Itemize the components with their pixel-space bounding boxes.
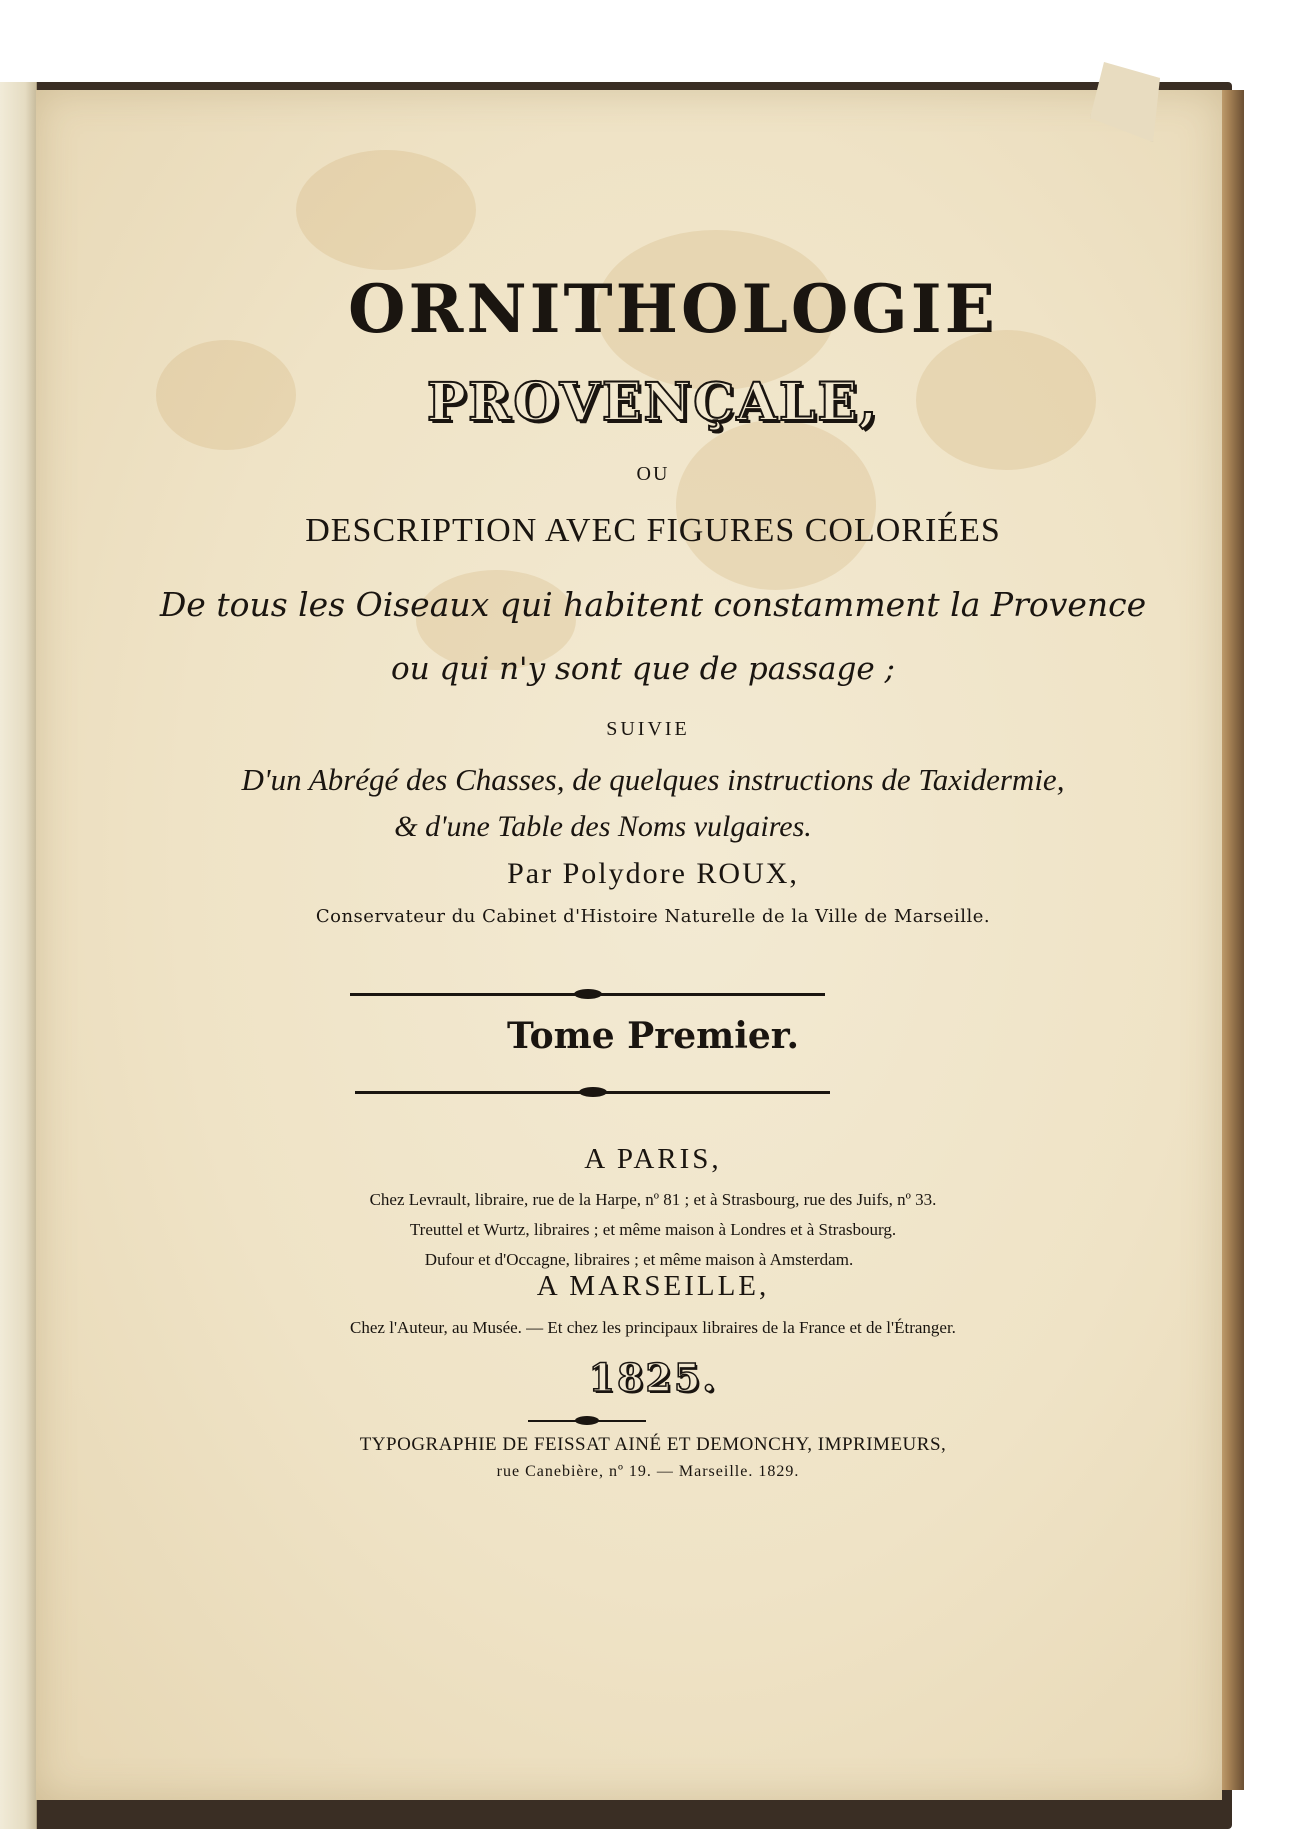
imprint-place-paris: A PARIS, — [584, 1143, 722, 1175]
title-line-2: PROVENÇALE, — [426, 372, 880, 433]
imprint-address-2: Treuttel et Wurtz, libraires ; et même maison à Londres et à Strasbourg. — [409, 1220, 897, 1239]
imprint-address-4: Chez l'Auteur, au Musée. — Et chez les principaux libraires de la France et de l'Étranger. — [350, 1318, 956, 1337]
description-line: DESCRIPTION AVEC FIGURES COLORIÉES — [305, 512, 1001, 549]
rule-ornament — [574, 989, 602, 999]
imprint-address-1: Chez Levrault, libraire, rue de la Harpe, nº 81 ; et à Strasbourg, rue des Juifs, nº 33. — [369, 1190, 937, 1209]
appendix-line-2: & d'une Table des Noms vulgaires. — [394, 810, 812, 843]
imprint-place-marseille: A MARSEILLE, — [536, 1270, 770, 1302]
volume-label: Tome Premier. — [506, 1015, 799, 1057]
foxing-stain — [296, 150, 476, 270]
publication-year: 1825. — [588, 1355, 718, 1400]
author-title: Conservateur du Cabinet d'Histoire Naturelle de la Ville de Marseille. — [315, 906, 991, 927]
rule-ornament — [575, 1416, 599, 1425]
subject-line-2: ou qui n'y sont que de passage ; — [391, 651, 895, 687]
suivie-label: SUIVIE — [606, 718, 690, 740]
imprint-address-3: Dufour et d'Occagne, libraires ; et même maison à Amsterdam. — [424, 1250, 854, 1269]
printer-line-2: rue Canebière, nº 19. — Marseille. 1829. — [496, 1463, 800, 1480]
printer-line-1: TYPOGRAPHIE DE FEISSAT AINÉ ET DEMONCHY, IMPRIMEURS, — [359, 1434, 947, 1455]
conjunction: OU — [636, 463, 670, 485]
title-line-1: ORNITHOLOGIE — [348, 270, 998, 348]
foxing-stain — [676, 420, 876, 590]
rule-ornament — [579, 1087, 607, 1097]
appendix-line-1: D'un Abrégé des Chasses, de quelques instructions de Taxidermie, — [241, 762, 1065, 797]
facing-page-edge — [0, 82, 37, 1829]
author-line: Par Polydore ROUX, — [507, 857, 799, 890]
subject-line-1: De tous les Oiseaux qui habitent constamment la Provence — [159, 585, 1147, 624]
